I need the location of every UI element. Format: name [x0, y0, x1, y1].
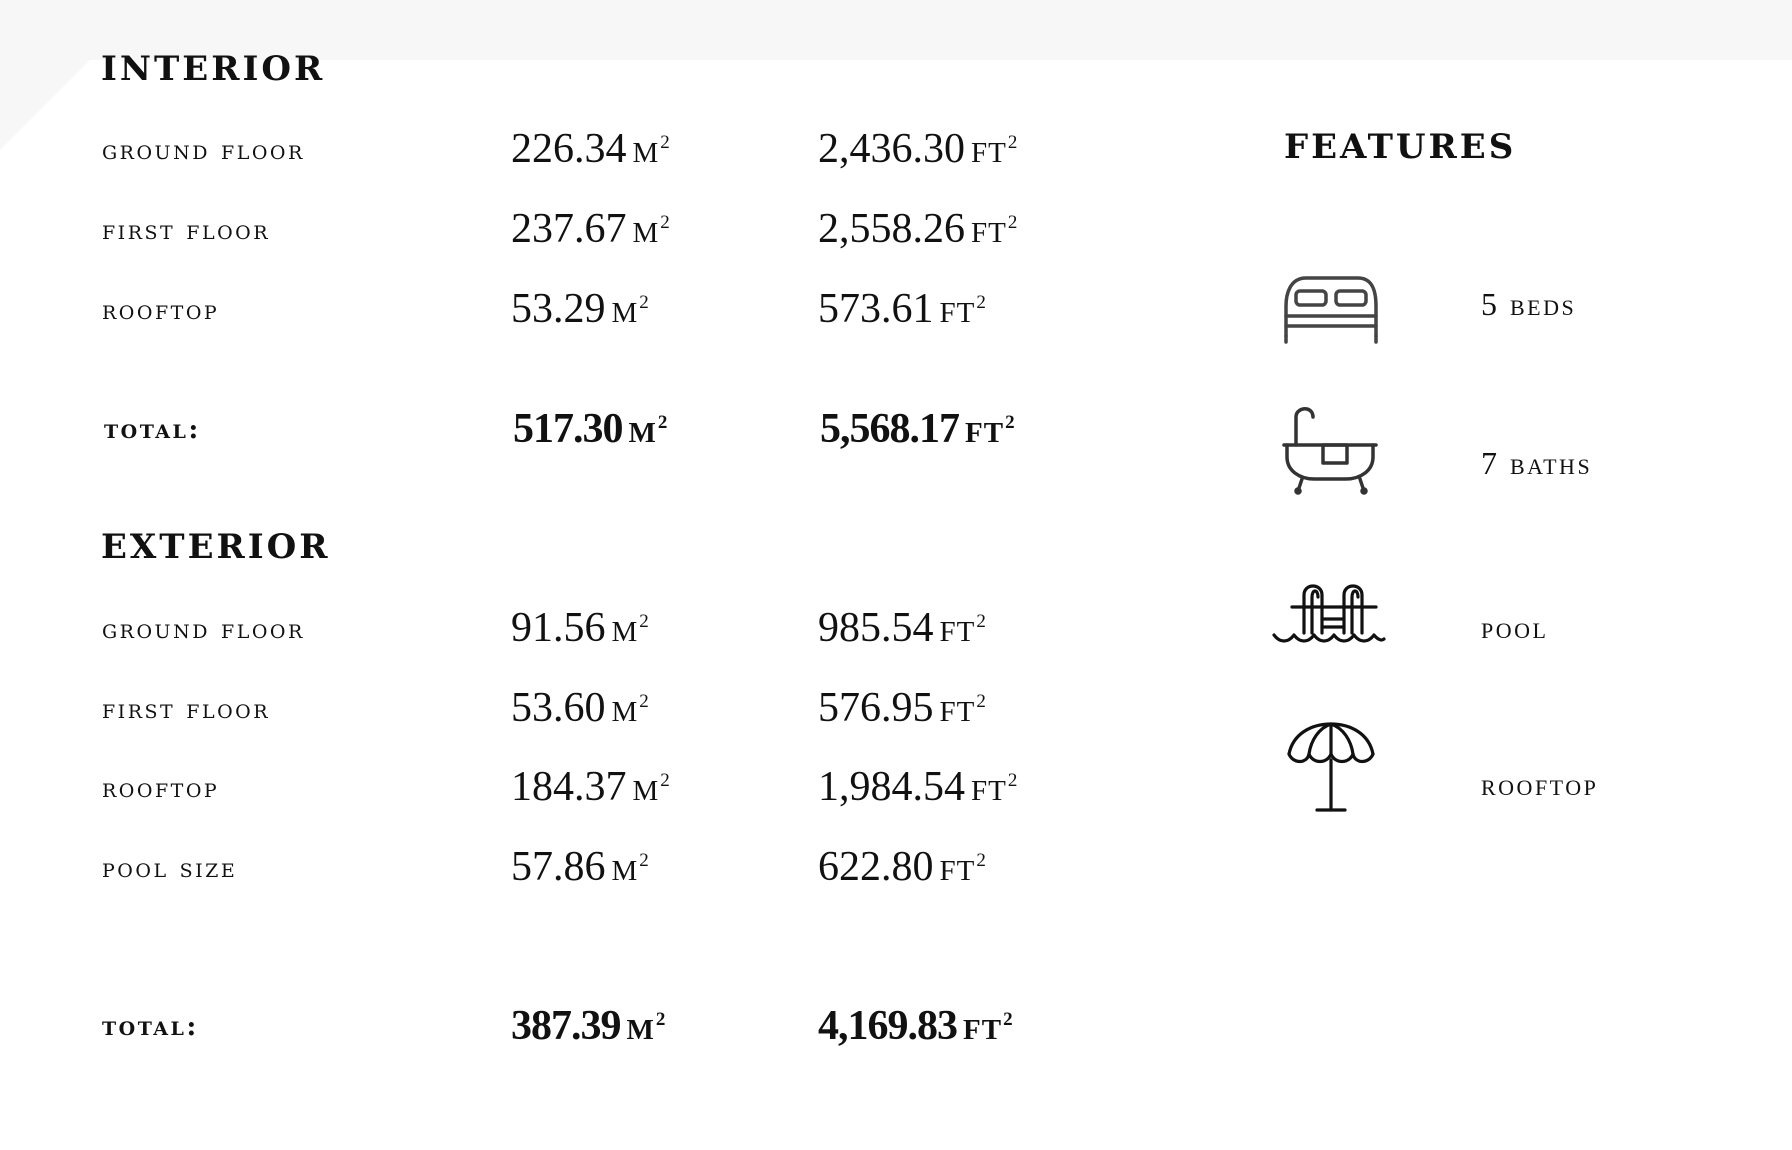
area-ft2: 985.54 $FT^2$: [818, 605, 986, 651]
total-ft2: 4,169.83 $FT^2$: [818, 1003, 1013, 1049]
area-m2: 57.86 $M^2$: [511, 844, 649, 890]
area-ft2: 2,558.26 $FT^2$: [818, 206, 1018, 252]
interior-title: INTERIOR: [101, 49, 326, 89]
area-m2: 226.34 $M^2$: [511, 126, 670, 172]
exterior-title: EXTERIOR: [101, 527, 331, 567]
feature-label: pool: [1481, 609, 1549, 645]
umbrella-icon: [1283, 720, 1379, 816]
row-label: rooftop: [102, 773, 220, 804]
area-ft2: 1,984.54 $FT^2$: [818, 764, 1018, 810]
feature-label: 7 baths: [1481, 445, 1593, 481]
area-m2: 237.67 $M^2$: [511, 206, 670, 252]
area-m2: 53.60 $M^2$: [511, 685, 649, 731]
row-label: rooftop: [102, 295, 220, 326]
bed-icon: [1276, 258, 1386, 348]
area-ft2: 622.80 $FT^2$: [818, 844, 986, 890]
total-label: total:: [104, 414, 201, 445]
area-m2: 53.29 $M^2$: [511, 286, 649, 332]
feature-label: rooftop: [1481, 766, 1599, 802]
total-label: total:: [102, 1011, 199, 1042]
area-ft2: 2,436.30 $FT^2$: [818, 126, 1018, 172]
row-label: first floor: [102, 215, 271, 246]
total-m2: 517.30 $M^2$: [513, 406, 668, 452]
row-label: first floor: [102, 694, 271, 725]
features-title: FEATURES: [1284, 127, 1517, 167]
pool-icon: [1272, 573, 1386, 645]
total-m2: 387.39 $M^2$: [511, 1003, 666, 1049]
area-m2: 91.56 $M^2$: [511, 605, 649, 651]
row-label: pool size: [102, 853, 238, 884]
row-label: ground floor: [102, 614, 305, 645]
total-ft2: 5,568.17 $FT^2$: [820, 406, 1015, 452]
area-ft2: 576.95 $FT^2$: [818, 685, 986, 731]
bathtub-icon: [1276, 405, 1386, 495]
row-label: ground floor: [102, 135, 305, 166]
area-m2: 184.37 $M^2$: [511, 764, 670, 810]
feature-label: 5 beds: [1481, 286, 1577, 322]
area-ft2: 573.61 $FT^2$: [818, 286, 986, 332]
